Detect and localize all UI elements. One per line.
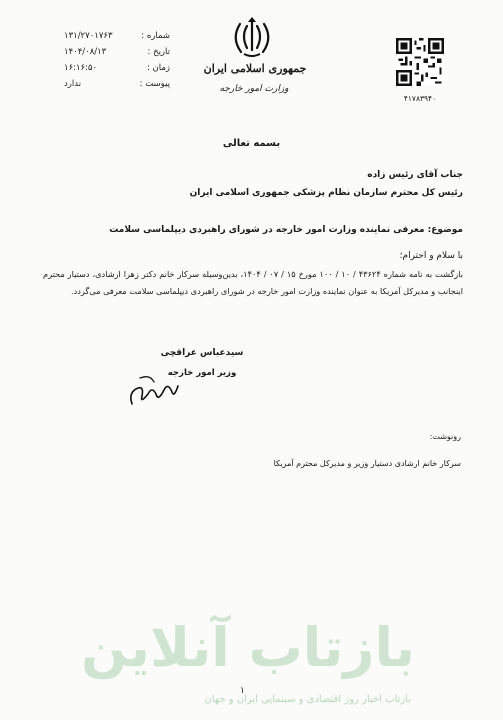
meta-time-value: ۱۶:۱۶:۵۰ (64, 63, 98, 73)
meta-attachment-value: ندارد (64, 79, 82, 89)
cc-recipient: سرکار خانم ارشادی دستیار وزیر و مدیرکل محترم آمریکا (273, 459, 461, 468)
meta-date (60, 44, 170, 60)
subject-line: موضوع: معرفی نماینده وزارت امور خارجه در شورای راهبردی دیپلماسی سلامت (109, 225, 463, 235)
meta-number-label: شماره : (141, 31, 170, 41)
handwritten-signature-icon (120, 364, 190, 412)
meta-date-value: ۱۴۰۴/۰۸/۱۳ (64, 47, 107, 57)
meta-time (60, 60, 170, 76)
meta-time-label: زمان : (146, 63, 170, 73)
greeting: با سلام و احترام؛ (399, 251, 463, 261)
addressee-line2: رئیس کل محترم سازمان نظام پزشکی جمهوری اسلامی ایران (189, 188, 463, 198)
signer-title: وزیر امور خارجه (167, 368, 237, 378)
letter-meta (60, 28, 170, 92)
meta-attachment-label: پیوست : (139, 79, 170, 89)
cc-label: رونوشت: (429, 432, 461, 441)
meta-date-label: تاریخ : (147, 47, 170, 57)
iran-emblem-icon (227, 16, 277, 60)
bismillah: بسمه تعالی (222, 138, 281, 149)
qr-code-icon (396, 38, 444, 86)
qr-number: ۴۱۷۸۳۹۴۰ (403, 94, 437, 103)
watermark-title: بازتاب آنلاین (81, 616, 415, 679)
addressee-line1: جناب آقای رئیس زاده (367, 170, 463, 180)
watermark-subtitle: بازتاب اخبار روز اقتصادی و سینمایی ایران و جهان (204, 694, 411, 705)
ministry-name: وزارت امور خارجه (219, 84, 289, 94)
meta-number-value: ۱۳۱/۲۷۰۱۷۶۳ (64, 31, 113, 41)
meta-number (60, 28, 170, 44)
meta-attachment (60, 76, 170, 92)
page-number: ۱ (240, 686, 245, 696)
letter-body: بازگشت به نامه شماره ۴۳۶۲۴ / ۱۰ / ۱۰۰ مورخ ۱۵ / ۰۷ / ۱۴۰۴، بدین‌وسیله سرکار خانم دکتر زهرا ارشادی، دستیار محترم اینجانب و مدیرکل آمریکا به عنوان نماینده وزارت امور خارجه در شورای راهبردی دیپلماسی سلامت معرفی می‌گردد. (43, 269, 464, 296)
signer-name: سیدعباس عراقچی (160, 348, 244, 358)
government-name: جمهوری اسلامی ایران (203, 62, 307, 75)
